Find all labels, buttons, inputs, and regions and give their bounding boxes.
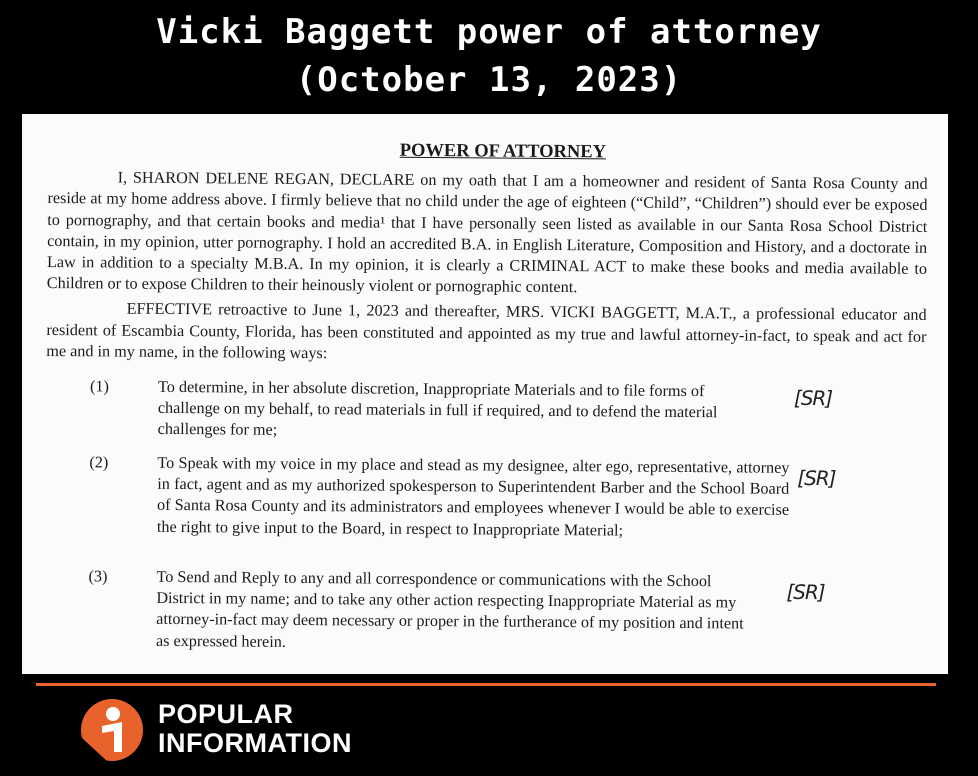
appointment-paragraph: EFFECTIVE retroactive to June 1, 2023 and thereafter, MRS. VICKI BAGGETT, M.A.T., a professional educator and resident of Escambia County, Florida, has been constituted and appointed as my true and lawful attorney-in-fact, to speak and act for me and in my name, in the following ways:: [46, 300, 927, 363]
list-item: [45, 452, 926, 565]
list-item: [46, 376, 926, 445]
item-number: (2): [89, 453, 109, 472]
document-scan: [22, 114, 948, 674]
initials-signature: [SR]: [786, 579, 825, 605]
item-number: (3): [88, 567, 108, 586]
brand-line-2: INFORMATION: [158, 728, 352, 758]
initials-signature: [SR]: [793, 385, 833, 411]
brand-wordmark: [158, 700, 352, 758]
brand-line-1: POPULAR: [158, 699, 294, 729]
item-number: (1): [89, 377, 109, 396]
item-text: To Speak with my voice in my place and stead as my designee, alter ego, representative, attorney in fact, agent and as my authorized spokesperson to Superintendent Barber and the School Board of Santa Rosa County and its administrators and employees whenever I would be able to exercise the right to give input to the Board, in respect to Inappropriate Material;: [156, 453, 790, 540]
document-body: [44, 134, 928, 657]
headline-line-2: (October 13, 2023): [295, 60, 683, 100]
headline-line-1: Vicki Baggett power of attorney: [156, 12, 822, 52]
document-title: POWER OF ATTORNEY: [399, 140, 607, 163]
list-item: [44, 566, 925, 657]
declaration-paragraph: I, SHARON DELENE REGAN, DECLARE on my oath that I am a homeowner and resident of Santa Rosa County and reside at my home address above. I firmly believe that no child under the age of eighteen (“Child”, “Children”) should ever be exposed to pornography, and that certain books and media¹ that I have personally seen listed as available in our Santa Rosa School District contain, in my opinion, utter pornography. I hold an accredited B.A. in English Literature, Composition and History, and a doctorate in Law in addition to a specialty M.B.A. In my opinion, it is clearly a CRIMINAL ACT to make these books and media available to Children or to expose Children to their heinously violent or pornographic content.: [46, 168, 928, 297]
headline: [0, 8, 978, 104]
initials-signature: [SR]: [797, 465, 836, 491]
item-text: To determine, in her absolute discretion, Inappropriate Materials and to file forms of challenge on my behalf, to read materials in full if required, and to defend the material challenges for me;: [157, 377, 718, 440]
item-text: To Send and Reply to any and all correspondence or communications with the School District in my name; and to take any other action respecting Inappropriate Material as my attorney-in-fact may deem necessary or proper in the furtherance of my position and intent as expressed herein.: [155, 567, 744, 651]
orange-divider: [36, 683, 936, 686]
popular-information-logo-icon: [80, 698, 144, 762]
